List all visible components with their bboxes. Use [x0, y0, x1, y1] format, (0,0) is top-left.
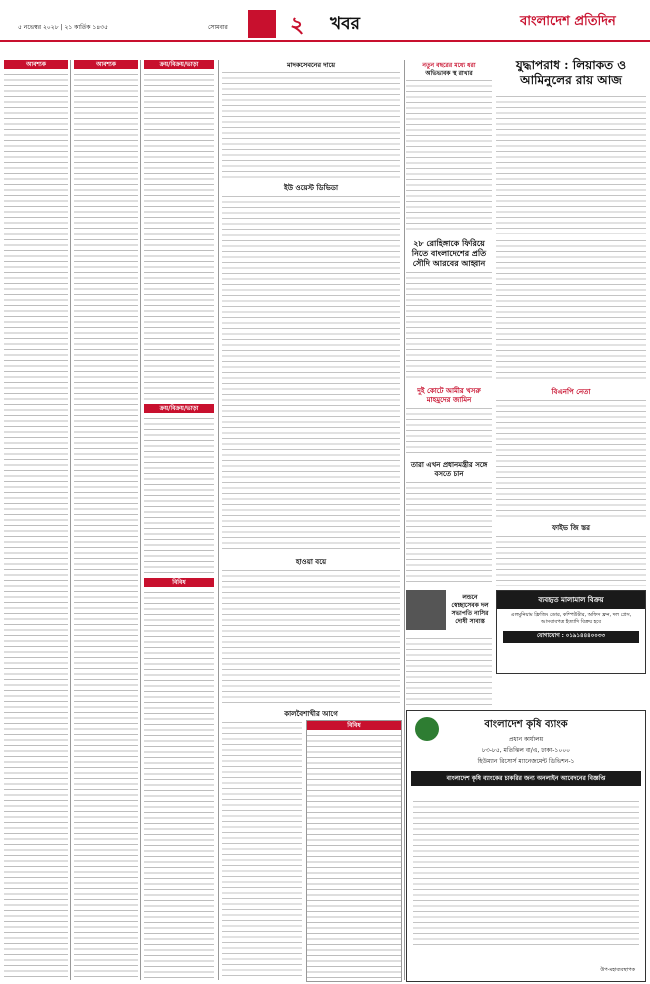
- column-head: ক্রয়/বিক্রয়/ভাড়া: [144, 60, 214, 69]
- bibidh-box: [306, 720, 402, 982]
- issue-date: ৫ নভেম্বর ২০২৮ | ২১ কার্তিক ১৪৩৫: [18, 24, 108, 31]
- bank-dept: হিউম্যান রিসোর্স ম্যানেজমেন্ট ডিভিশন-১: [477, 758, 575, 765]
- article-text: [496, 534, 646, 586]
- sale-ad: [496, 590, 646, 674]
- headline-hawa: হাওয়া বয়ে: [295, 557, 327, 566]
- bank-ad: [406, 710, 646, 982]
- side-headline-london: লন্ডনে স্বেচ্ছাসেবক দল সভাপতি নাসির দোষী সাব্যস্ত: [451, 594, 489, 625]
- column-text: [144, 72, 214, 400]
- column-head: আবশ্যক: [4, 60, 68, 69]
- article-text: [406, 480, 492, 586]
- column-text: [144, 590, 214, 978]
- main-headline: যুদ্ধাপরাধ : লিয়াকত ও আমিনুলের রায় আজ: [515, 58, 627, 87]
- article-text: [496, 398, 646, 518]
- side-headline-rohingya: ২৮ রোহিঙ্গাকে ফিরিয়ে নিতে বাংলাদেশের প্রতি সৌদি আরবের আহ্বান: [411, 238, 487, 268]
- headline-ict: ইউ ওয়েস্ট ডিভিডা: [284, 183, 338, 192]
- article-text: [496, 94, 646, 234]
- article-text: [222, 70, 400, 178]
- page-number: ২: [290, 12, 305, 38]
- bank-name: বাংলাদেশ কৃষি ব্যাংক: [484, 719, 568, 730]
- column-text: [144, 416, 214, 574]
- headline-top: মাদকসেবনের দায়ে: [286, 61, 336, 69]
- article-text: [222, 194, 400, 550]
- column-divider: [404, 60, 405, 980]
- side-headline-pm: তারা এখন প্রধানমন্ত্রীর সঙ্গে বসতে চান: [410, 460, 488, 478]
- article-text: [406, 78, 492, 234]
- issue-day: সোমবার: [208, 24, 228, 31]
- classified-column-3b: [144, 404, 214, 574]
- column-head: ক্রয়/বিক্রয়/ভাড়া: [144, 404, 214, 413]
- sale-title: ব্যবহৃত মালামাল বিক্রয়: [497, 591, 645, 609]
- headline-kalboishakhi: কালবৈশাখীর আগে: [284, 709, 338, 718]
- brand-logo: বাংলাদেশ প্রতিদিন: [520, 14, 616, 29]
- side-headline-khasru: দুই কোটে আমীর খসরু মাহমুদের জামিন: [417, 386, 481, 404]
- sale-body: এলমুনিয়াম ফ্রিজিং ডোর, কম্পিউটার, অফিস ফ্রন, দল প্রেস, আসবাবপত্র ইত্যাদি বিক্রয় হবে: [510, 612, 632, 625]
- article-text: [406, 270, 492, 382]
- classified-column-1: [4, 60, 68, 980]
- bank-banner: বাংলাদেশ কৃষি ব্যাংকের চাকরির জন্য অনলাইন আবেদনের বিজ্ঞপ্তি: [411, 771, 641, 786]
- headline-right-top-2: অভিভাবক স্থ রাখার: [425, 70, 473, 77]
- section-title: খবর: [330, 14, 360, 34]
- classified-column-3: [144, 60, 214, 400]
- column-divider: [70, 60, 71, 980]
- classified-column-2: [74, 60, 138, 980]
- column-text: [4, 72, 68, 980]
- sub-headline-bnp: বিএনপি নেতা: [551, 387, 591, 396]
- bank-office: প্রধান কার্যালয়: [508, 736, 544, 743]
- classified-column-3c: [144, 578, 214, 978]
- column-head: বিবিধ: [307, 721, 401, 730]
- sub-headline-5g: ফাইভ জি স্তর: [551, 523, 591, 532]
- bank-signature: উপ-মহাব্যবস্থাপক: [600, 967, 635, 973]
- column-divider: [140, 60, 141, 980]
- article-text: [222, 720, 302, 980]
- news-photo: [406, 590, 446, 630]
- masthead: [0, 0, 650, 42]
- column-text: [307, 733, 401, 982]
- bank-ad-text: [413, 799, 639, 949]
- column-head: আবশ্যক: [74, 60, 138, 69]
- bank-logo-icon: [415, 717, 439, 741]
- article-text: [406, 636, 492, 706]
- headline-right-top-1: নতুন বছরের মধ্যে ধরা: [422, 62, 476, 69]
- bank-address: ৮৩-৮৫, মতিঝিল বা/এ, ঢাকা-১০০০: [481, 747, 571, 754]
- column-divider: [218, 60, 219, 980]
- column-head: বিবিধ: [144, 578, 214, 587]
- article-text: [406, 406, 492, 456]
- column-text: [74, 72, 138, 980]
- article-text: [496, 238, 646, 380]
- page-flag-icon: [248, 10, 276, 38]
- article-text: [222, 568, 400, 704]
- sale-phone: যোগাযোগ : ০১৯১৪৪৪০০৩৩: [503, 631, 639, 643]
